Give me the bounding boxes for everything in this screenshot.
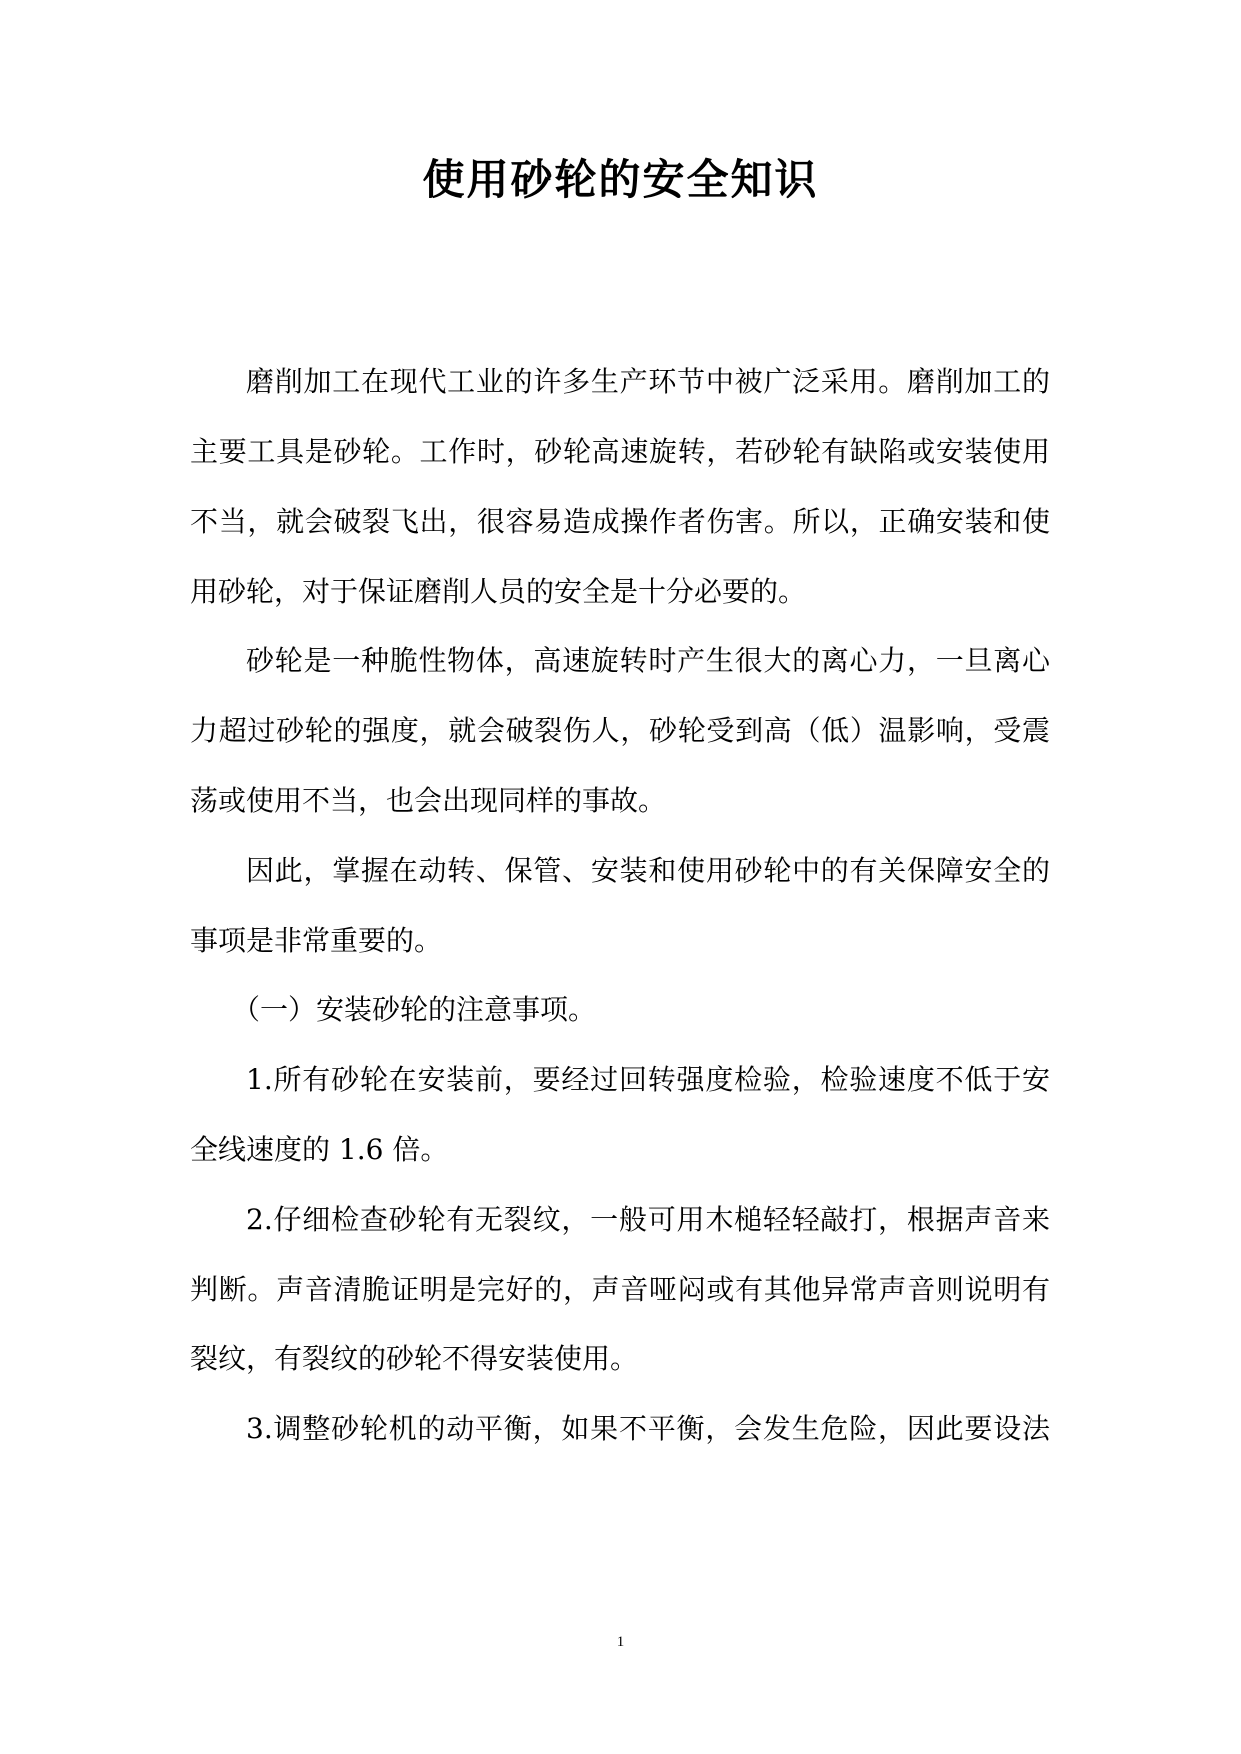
list-item-line: 2.仔细检查砂轮有无裂纹，一般可用木槌轻轻敲打，根据声音来 (246, 1203, 1050, 1236)
list-item-line: 1.所有砂轮在安装前，要经过回转强度检验，检验速度不低于安 (246, 1063, 1050, 1096)
paragraph-line: 因此，掌握在动转、保管、安装和使用砂轮中的有关保障安全的 (246, 854, 1050, 887)
paragraph-line: 事项是非常重要的。 (190, 924, 443, 957)
page-number: 1 (616, 1634, 625, 1650)
paragraph-line: 砂轮是一种脆性物体，高速旋转时产生很大的离心力，一旦离心 (246, 644, 1050, 677)
paragraph-line: 力超过砂轮的强度，就会破裂伤人，砂轮受到高（低）温影响，受震 (190, 714, 1050, 747)
list-item-line: 判断。声音清脆证明是完好的，声音哑闷或有其他异常声音则说明有 (190, 1273, 1050, 1306)
document-title: 使用砂轮的安全知识 (422, 155, 819, 204)
list-item-line: 全线速度的 1.6 倍。 (190, 1133, 449, 1166)
paragraph-line: 荡或使用不当，也会出现同样的事故。 (190, 784, 667, 817)
paragraph-line: 不当，就会破裂飞出，很容易造成操作者伤害。所以，正确安装和使 (190, 505, 1050, 538)
section-heading: （一）安装砂轮的注意事项。 (232, 993, 597, 1026)
list-item-line: 3.调整砂轮机的动平衡，如果不平衡，会发生危险，因此要设法 (246, 1412, 1050, 1445)
paragraph-line: 磨削加工在现代工业的许多生产环节中被广泛采用。磨削加工的 (246, 365, 1050, 398)
paragraph-line: 用砂轮，对于保证磨削人员的安全是十分必要的。 (190, 575, 807, 608)
list-item-line: 裂纹，有裂纹的砂轮不得安装使用。 (190, 1342, 639, 1375)
paragraph-line: 主要工具是砂轮。工作时，砂轮高速旋转，若砂轮有缺陷或安装使用 (190, 435, 1050, 468)
